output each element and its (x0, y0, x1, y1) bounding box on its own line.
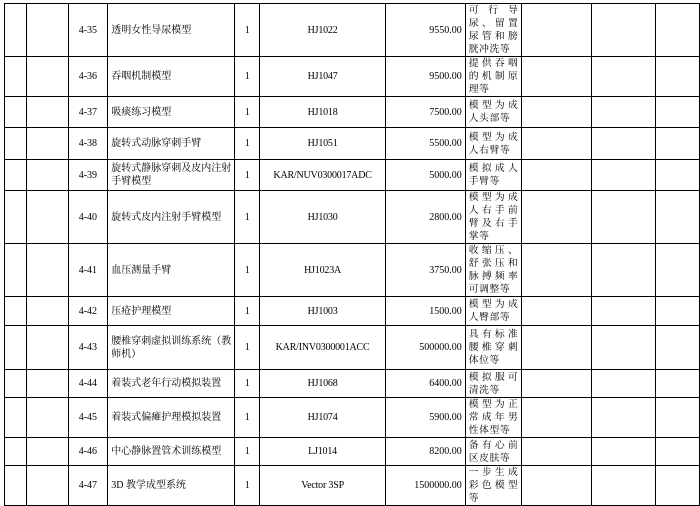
margin-cell (5, 160, 27, 191)
table-row (5, 191, 700, 244)
table-row (5, 438, 700, 466)
item-name: 压疮护理模型 (108, 297, 235, 326)
item-description: 模型为成人右臂等 (465, 128, 522, 160)
margin-cell (5, 398, 27, 438)
item-description: 模型为成人右手前臂及右手掌等 (465, 191, 522, 244)
table-row (5, 466, 700, 506)
empty-cell (522, 326, 591, 370)
item-model-code: HJ1018 (260, 97, 386, 128)
margin-cell (5, 128, 27, 160)
item-price: 9500.00 (385, 57, 465, 97)
item-price: 500000.00 (385, 326, 465, 370)
empty-cell (656, 97, 700, 128)
item-model-code: HJ1023A (260, 244, 386, 297)
table-row (5, 4, 700, 57)
spacer-cell (26, 398, 68, 438)
item-number: 4-43 (68, 326, 108, 370)
table-row (5, 297, 700, 326)
empty-cell (591, 160, 655, 191)
item-number: 4-36 (68, 57, 108, 97)
item-quantity: 1 (235, 398, 260, 438)
item-number: 4-42 (68, 297, 108, 326)
item-price: 3750.00 (385, 244, 465, 297)
item-description: 模拟服可清洗等 (465, 370, 522, 398)
empty-cell (591, 370, 655, 398)
empty-cell (656, 4, 700, 57)
item-number: 4-41 (68, 244, 108, 297)
empty-cell (656, 244, 700, 297)
item-number: 4-39 (68, 160, 108, 191)
margin-cell (5, 297, 27, 326)
margin-cell (5, 466, 27, 506)
item-number: 4-47 (68, 466, 108, 506)
margin-cell (5, 370, 27, 398)
empty-cell (591, 57, 655, 97)
empty-cell (656, 160, 700, 191)
empty-cell (591, 398, 655, 438)
empty-cell (656, 466, 700, 506)
spacer-cell (26, 97, 68, 128)
item-quantity: 1 (235, 297, 260, 326)
item-price: 5000.00 (385, 160, 465, 191)
empty-cell (656, 398, 700, 438)
item-description: 收缩压、舒张压和脉搏频率可调整等 (465, 244, 522, 297)
item-model-code: LJ1014 (260, 438, 386, 466)
margin-cell (5, 438, 27, 466)
item-model-code: HJ1047 (260, 57, 386, 97)
spacer-cell (26, 466, 68, 506)
item-description: 具有标准腰椎穿刺体位等 (465, 326, 522, 370)
item-quantity: 1 (235, 191, 260, 244)
table-row (5, 57, 700, 97)
item-name: 吞咽机制模型 (108, 57, 235, 97)
table-row (5, 370, 700, 398)
empty-cell (522, 57, 591, 97)
spacer-cell (26, 438, 68, 466)
item-number: 4-35 (68, 4, 108, 57)
empty-cell (591, 97, 655, 128)
empty-cell (591, 128, 655, 160)
item-number: 4-37 (68, 97, 108, 128)
item-description: 可行导尿、留置尿管和膀胱冲洗等 (465, 4, 522, 57)
margin-cell (5, 244, 27, 297)
margin-cell (5, 191, 27, 244)
empty-cell (522, 128, 591, 160)
equipment-table (4, 3, 700, 506)
empty-cell (656, 57, 700, 97)
item-model-code: HJ1068 (260, 370, 386, 398)
empty-cell (591, 438, 655, 466)
spacer-cell (26, 4, 68, 57)
table-row (5, 326, 700, 370)
item-price: 5900.00 (385, 398, 465, 438)
item-description: 一步生成彩色模型等 (465, 466, 522, 506)
item-number: 4-46 (68, 438, 108, 466)
empty-cell (656, 191, 700, 244)
empty-cell (591, 244, 655, 297)
spacer-cell (26, 57, 68, 97)
item-model-code: HJ1051 (260, 128, 386, 160)
empty-cell (656, 128, 700, 160)
item-model-code: KAR/NUV0300017ADC (260, 160, 386, 191)
item-description: 模型为成人臀部等 (465, 297, 522, 326)
empty-cell (522, 438, 591, 466)
spacer-cell (26, 370, 68, 398)
item-price: 7500.00 (385, 97, 465, 128)
empty-cell (522, 4, 591, 57)
table-row (5, 160, 700, 191)
item-model-code: HJ1074 (260, 398, 386, 438)
item-number: 4-45 (68, 398, 108, 438)
spacer-cell (26, 297, 68, 326)
item-model-code: Vector 3SP (260, 466, 386, 506)
item-model-code: HJ1030 (260, 191, 386, 244)
item-quantity: 1 (235, 4, 260, 57)
empty-cell (656, 297, 700, 326)
item-description: 模型为成人头部等 (465, 97, 522, 128)
item-description: 备有心前区皮肤等 (465, 438, 522, 466)
margin-cell (5, 4, 27, 57)
item-name: 中心静脉置管术训练模型 (108, 438, 235, 466)
item-price: 8200.00 (385, 438, 465, 466)
table-row (5, 398, 700, 438)
item-quantity: 1 (235, 160, 260, 191)
item-quantity: 1 (235, 244, 260, 297)
item-name: 吸痰练习模型 (108, 97, 235, 128)
empty-cell (656, 326, 700, 370)
margin-cell (5, 326, 27, 370)
item-model-code: HJ1022 (260, 4, 386, 57)
item-number: 4-44 (68, 370, 108, 398)
item-description: 模型为正常成年男性体型等 (465, 398, 522, 438)
empty-cell (591, 191, 655, 244)
item-name: 着装式老年行动模拟装置 (108, 370, 235, 398)
spacer-cell (26, 191, 68, 244)
item-number: 4-38 (68, 128, 108, 160)
item-price: 2800.00 (385, 191, 465, 244)
item-name: 血压测量手臂 (108, 244, 235, 297)
spacer-cell (26, 160, 68, 191)
empty-cell (522, 244, 591, 297)
empty-cell (522, 160, 591, 191)
empty-cell (591, 326, 655, 370)
item-number: 4-40 (68, 191, 108, 244)
item-name: 透明女性导尿模型 (108, 4, 235, 57)
item-price: 9550.00 (385, 4, 465, 57)
item-quantity: 1 (235, 326, 260, 370)
empty-cell (522, 398, 591, 438)
empty-cell (522, 466, 591, 506)
table-row (5, 128, 700, 160)
item-name: 着装式偏瘫护理模拟装置 (108, 398, 235, 438)
spacer-cell (26, 128, 68, 160)
item-model-code: HJ1003 (260, 297, 386, 326)
margin-cell (5, 97, 27, 128)
item-model-code: KAR/INV0300001ACC (260, 326, 386, 370)
empty-cell (522, 97, 591, 128)
item-price: 6400.00 (385, 370, 465, 398)
item-quantity: 1 (235, 438, 260, 466)
item-name: 腰椎穿刺虚拟训练系统（教师机） (108, 326, 235, 370)
table-row (5, 244, 700, 297)
item-quantity: 1 (235, 97, 260, 128)
margin-cell (5, 57, 27, 97)
item-name: 旋转式静脉穿刺及皮内注射手臂模型 (108, 160, 235, 191)
item-price: 1500000.00 (385, 466, 465, 506)
spacer-cell (26, 326, 68, 370)
empty-cell (656, 438, 700, 466)
empty-cell (591, 4, 655, 57)
spacer-cell (26, 244, 68, 297)
item-description: 提供吞咽的机制原理等 (465, 57, 522, 97)
item-name: 旋转式皮内注射手臂模型 (108, 191, 235, 244)
item-quantity: 1 (235, 370, 260, 398)
item-name: 旋转式动脉穿刺手臂 (108, 128, 235, 160)
item-quantity: 1 (235, 466, 260, 506)
item-name: 3D 教学成型系统 (108, 466, 235, 506)
empty-cell (591, 297, 655, 326)
item-price: 1500.00 (385, 297, 465, 326)
table-row (5, 97, 700, 128)
empty-cell (522, 297, 591, 326)
item-quantity: 1 (235, 128, 260, 160)
empty-cell (656, 370, 700, 398)
empty-cell (522, 191, 591, 244)
empty-cell (591, 466, 655, 506)
item-quantity: 1 (235, 57, 260, 97)
empty-cell (522, 370, 591, 398)
item-price: 5500.00 (385, 128, 465, 160)
item-description: 模拟成人手臂等 (465, 160, 522, 191)
